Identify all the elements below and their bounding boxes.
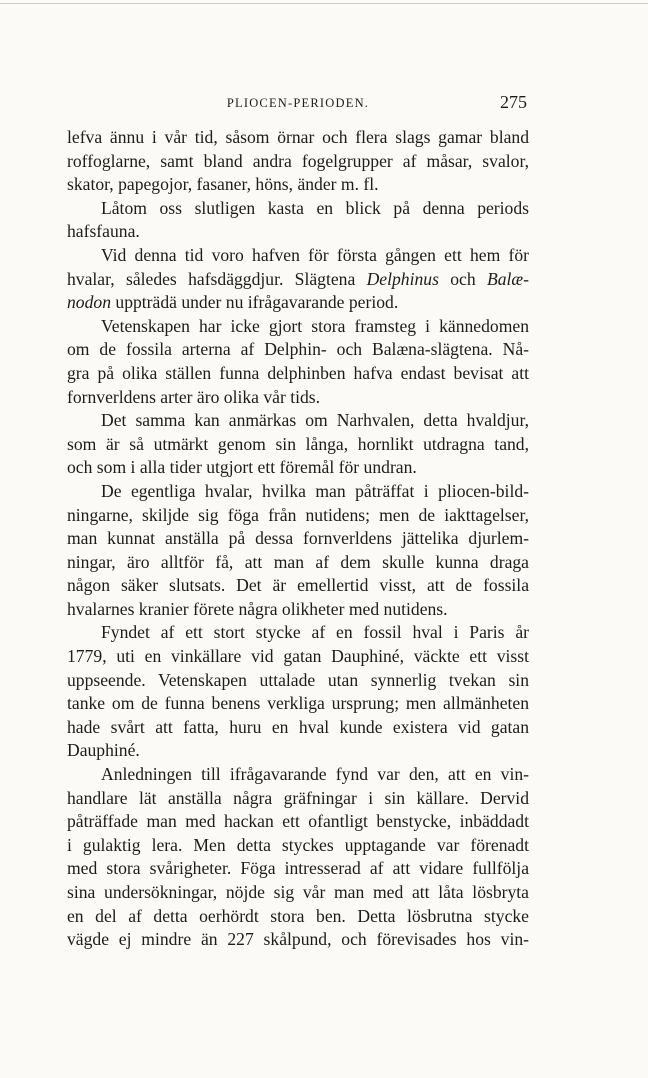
text-line: hade svårt att fatta, huru en hval kunde existera vid gatan <box>67 716 529 737</box>
text-line: och som i alla tider utgjort ett föremål för undran. <box>67 457 417 478</box>
text-line: Fyndet af ett stort stycke af en fossil hval i Paris år <box>101 622 529 643</box>
text-line: som är så utmärkt genom sin långa, hornlikt utdragna tand, <box>67 433 529 454</box>
genus-name: nodon <box>67 292 111 313</box>
text-line: om de fossila arterna af Delphin- och Balæna-slägtena. Nå- <box>67 339 529 360</box>
text-line: Vetenskapen har icke gjort stora framsteg i kännedomen <box>101 315 529 336</box>
text-line: Låtom oss slutligen kasta en blick på denna periods <box>101 197 529 218</box>
text-line: vägde ej mindre än 227 skålpund, och förevisades hos vin- <box>67 929 529 950</box>
text-line: ningar, äro alltför få, att man af dem skulle kunna draga <box>67 551 529 572</box>
text-line: en del af detta oerhördt stora ben. Detta lösbrutna stycke <box>67 905 529 926</box>
text-segment: uppträdä under nu ifrågavarande period. <box>115 292 399 313</box>
text-line: man kunnat anställa på dessa fornverldens jättelika djurlem- <box>67 528 529 549</box>
genus-name: Balæ- <box>486 268 530 289</box>
text-line: uppseende. Vetenskapen uttalade utan synnerlig tvekan sin <box>67 669 529 690</box>
body-text <box>67 126 529 952</box>
page-header <box>67 92 529 116</box>
text-line: sina undersökningar, nöjde sig vår man med att låta lösbryta <box>67 882 529 902</box>
text-line: med stora svårigheter. Föga intresserad af att vidare fullfölja <box>67 858 529 879</box>
text-line: handlare lät anställa några gräfningar i sin källare. Dervid <box>67 787 529 808</box>
text-line-mixed <box>67 268 529 292</box>
genus-name: Delphinus <box>366 268 439 289</box>
text-line: hafsfauna. <box>67 221 140 242</box>
page-number: 275 <box>500 92 527 112</box>
text-line: Det samma kan anmärkas om Narhvalen, detta hvaldjur, <box>101 410 529 431</box>
text-line: Vid denna tid voro hafven för första gången ett hem för <box>101 244 529 265</box>
text-line: lefva ännu i vår tid, såsom örnar och flera slags gamar bland <box>67 127 529 147</box>
text-line-mixed <box>67 291 529 315</box>
text-line: någon säker slutsats. Det är emellertid visst, att de fossila <box>67 575 529 596</box>
text-line: tanke om de funna benens verkliga ursprung; men allmänheten <box>67 693 529 714</box>
page-edge <box>0 3 648 4</box>
text-line: skator, papegojor, fasaner, höns, änder m. fl. <box>67 174 379 195</box>
text-line: Dauphiné. <box>67 740 140 761</box>
text-line: 1779, uti en vinkällare vid gatan Dauphiné, väckte ett visst <box>67 646 529 667</box>
text-line: Anledningen till ifrågavarande fynd var den, att en vin- <box>101 764 529 785</box>
text-line: i gulaktig lera. Men detta styckes upptagande var förenadt <box>67 834 529 855</box>
text-line: ningarne, skiljde sig föga från nutidens; men de iakttagelser, <box>67 504 529 525</box>
text-segment: hvalar, således hafsdäggdjur. Slägtena <box>67 268 356 289</box>
text-segment: och <box>450 268 476 289</box>
text-line: hvalarnes kranier förete några olikheter med nutidens. <box>67 598 448 619</box>
text-line: påträffade man med hackan ett ofantligt benstycke, inbäddadt <box>67 811 529 832</box>
text-line: fornverldens arter äro olika vår tids. <box>67 386 321 407</box>
text-line: De egentliga hvalar, hvilka man påträffat i pliocen-bild- <box>101 480 529 501</box>
text-line: roffoglarne, samt bland andra fogelgrupper af måsar, svalor, <box>67 150 529 171</box>
running-head: PLIOCEN-PERIODEN. <box>226 96 370 110</box>
text-line: gra på olika ställen funna delphinben hafva endast bevisat att <box>67 362 529 383</box>
